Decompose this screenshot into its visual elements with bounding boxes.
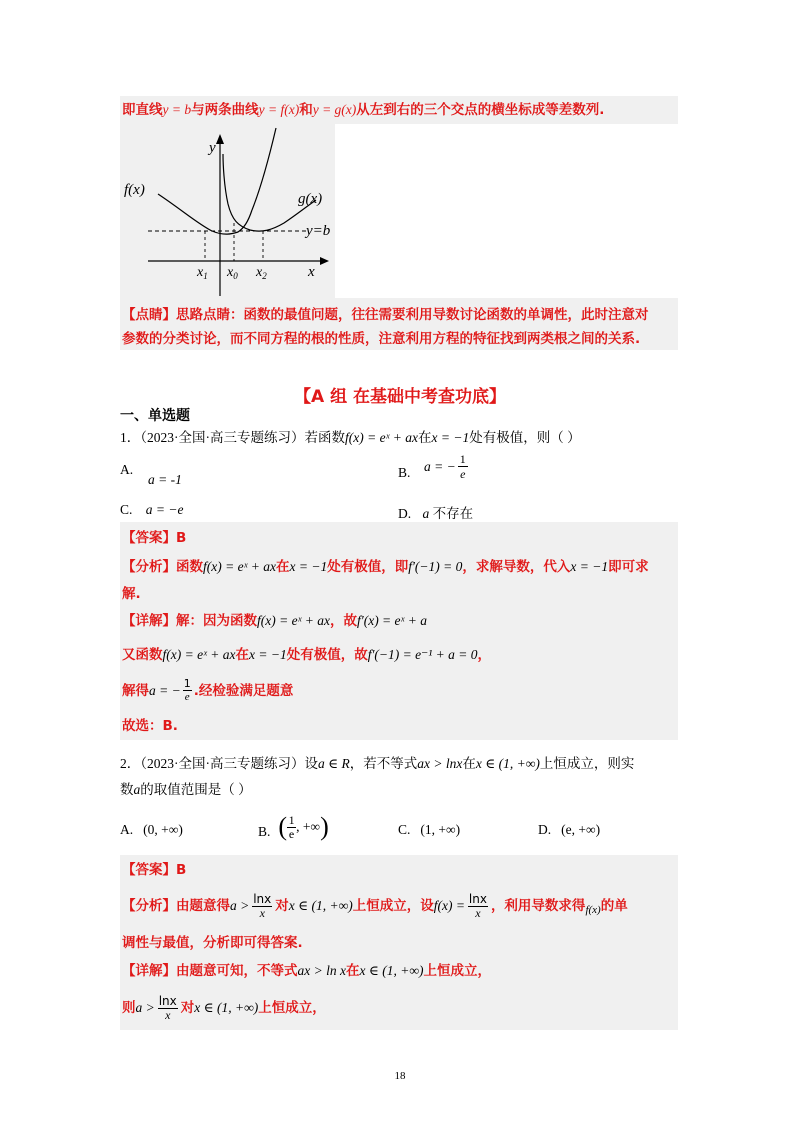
x-axis-arrow [320, 257, 329, 265]
q2-option-b[interactable]: B. ( 1 e , +∞ ) [258, 812, 329, 841]
q1-analysis-line-2: 解. [122, 586, 141, 602]
q1-detail-line-1: 【详解】解：因为函数f(x) = eˣ + ax，故f′(x) = eˣ + a [122, 613, 427, 629]
y-axis-arrow [216, 134, 224, 144]
q1-detail-line-2: 又函数f(x) = eˣ + ax在x = −1处有极值，故f′(−1) = e⁻¹ + a = 0， [122, 647, 492, 663]
curve-f [158, 194, 252, 234]
label-x: x [308, 264, 315, 280]
group-title: 【A 组 在基础中考查功底】 [294, 387, 506, 407]
intro-line: 即直线y = b与两条曲线y = f(x)和y = g(x)从左到右的三个交点的横坐标成等差数列. [122, 102, 605, 118]
q1-option-d[interactable]: D. a 不存在 [398, 506, 474, 521]
q1-answer: 【答案】B [122, 530, 187, 546]
q1-option-b-value: a = − 1 e [424, 452, 466, 481]
q2-analysis-line-2: 调性与最值，分析即可得答案. [122, 935, 303, 951]
q1-analysis-line-1: 【分析】函数f(x) = eˣ + ax在x = −1处有极值，即f′(−1) = 0，求解导数，代入x = −1即可求 [122, 559, 649, 575]
q2-stem-line-1: 2．（2023·全国·高三专题练习）设a ∈ R，若不等式ax > lnx在x ∈ (1, +∞)上恒成立，则实 [120, 756, 635, 771]
q2-detail-line-1: 【详解】由题意可知，不等式ax > ln x在x ∈ (1, +∞)上恒成立， [122, 963, 491, 979]
label-x1: $x_1$ [197, 265, 208, 281]
label-x2: $x_2$ [256, 265, 267, 281]
q1-option-c[interactable]: C. a = −e [120, 502, 184, 517]
q1-solution-band [120, 522, 678, 740]
q2-stem-line-2: 数a的取值范围是（ ） [120, 782, 252, 797]
function-graph [120, 124, 335, 298]
q2-analysis-line-1: 【分析】由题意得 a > lnx x 对 x ∈ (1, +∞) 上恒成立，设 f(x) = lnx x ，利用导数求得 f(x) 的单 [122, 891, 628, 920]
label-gx: g(x) [298, 191, 323, 207]
label-y: y [209, 140, 216, 156]
q1-detail-line-4: 故选：B. [122, 718, 178, 734]
section-title: 一、单选题 [120, 408, 190, 424]
q2-option-d[interactable]: D. (e, +∞) [538, 822, 601, 837]
q1-option-b[interactable]: B. [398, 465, 411, 480]
q1-detail-line-3: 解得 a = − 1 e .经检验满足题意 [122, 677, 294, 703]
q2-option-a[interactable]: A. (0, +∞) [120, 822, 183, 837]
label-x0: $x_0$ [227, 265, 238, 281]
q2-option-c[interactable]: C. (1, +∞) [398, 822, 461, 837]
tip-line-2: 参数的分类讨论，而不同方程的根的性质，注意利用方程的特征找到两类根之间的关系. [122, 331, 641, 347]
label-yb: y=b [306, 223, 331, 239]
curve-f-steep [252, 128, 276, 210]
q1-option-a[interactable]: A. [120, 462, 134, 477]
q2-detail-line-2: 则 a > lnx x 对 x ∈ (1, +∞) 上恒成立， [122, 993, 326, 1022]
page-number: 18 [394, 1070, 406, 1082]
q2-answer: 【答案】B [122, 862, 187, 878]
tip-line-1: 【点睛】思路点睛：函数的最值问题，往往需要利用导数讨论函数的单调性，此时注意对 [122, 307, 649, 323]
q1-stem: 1．（2023·全国·高三专题练习）若函数f(x) = eˣ + ax在x = −1处有极值，则（ ） [120, 430, 581, 445]
q1-option-a-value: a = -1 [148, 472, 182, 487]
label-fx: f(x) [124, 182, 145, 198]
